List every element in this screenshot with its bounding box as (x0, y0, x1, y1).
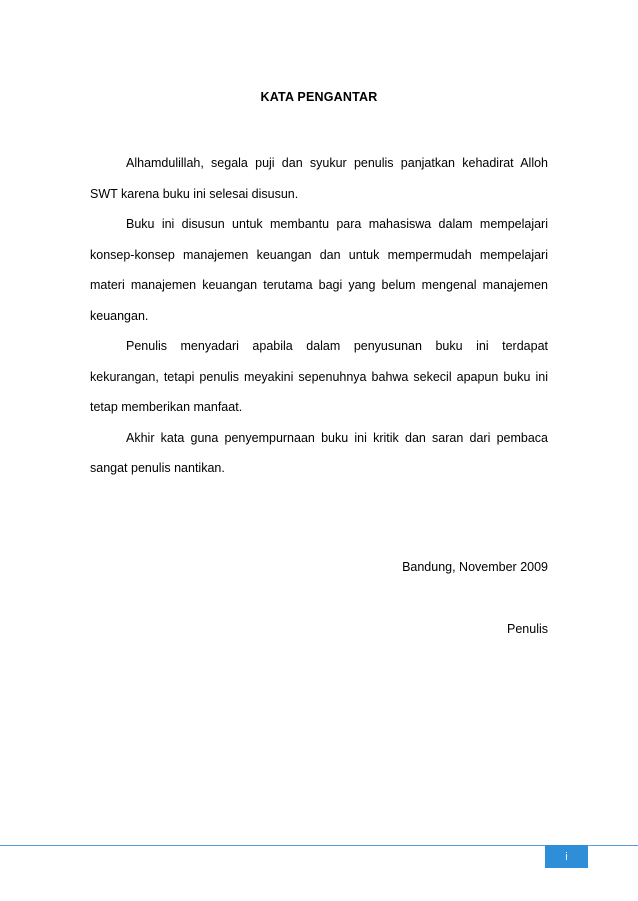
page-number-badge (545, 845, 588, 868)
body-text (90, 148, 548, 484)
author-signature: Penulis (507, 622, 548, 636)
place-date: Bandung, November 2009 (402, 560, 548, 574)
page-number: i (565, 851, 568, 863)
paragraph-1: Alhamdulillah, segala puji dan syukur penulis panjatkan kehadirat Alloh SWT karena buku ini selesai disusun. (90, 156, 548, 201)
page-title: KATA PENGANTAR (260, 90, 378, 104)
paragraph-4: Akhir kata guna penyempurnaan buku ini kritik dan saran dari pembaca sangat penulis nantikan. (90, 430, 548, 475)
footer-divider-left (0, 845, 545, 846)
footer-divider-right (588, 845, 638, 846)
paragraph-3: Penulis menyadari apabila dalam penyusunan buku ini terdapat kekurangan, tetapi penulis meyakini sepenuhnya bahwa sekecil apapun buku ini tetap memberikan manfaat. (90, 339, 548, 414)
paragraph-2: Buku ini disusun untuk membantu para mahasiswa dalam mempelajari konsep-konsep manajemen keuangan dan untuk mempermudah mempelajari materi manajemen keuangan terutama bagi yang belum mengenal manajemen keuangan. (90, 217, 548, 323)
